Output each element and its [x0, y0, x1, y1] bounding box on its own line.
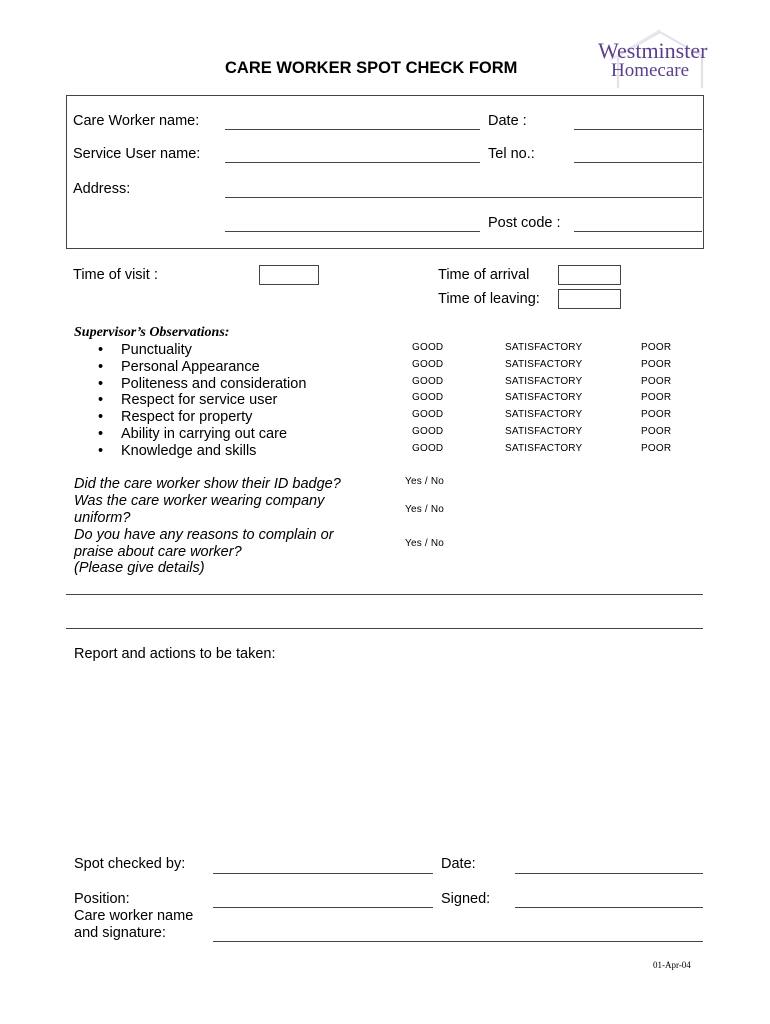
observations-heading: Supervisor’s Observations: [74, 325, 230, 340]
observation-bullet: • [98, 342, 104, 358]
observation-item: Respect for service user [121, 392, 278, 409]
time-of-visit-box[interactable] [259, 265, 319, 285]
page-title: CARE WORKER SPOT CHECK FORM [225, 59, 518, 77]
observation-item: Punctuality [121, 342, 192, 358]
signed-field[interactable] [515, 907, 703, 908]
signed-label: Signed: [441, 891, 491, 907]
rating-good[interactable]: GOOD [412, 358, 444, 370]
observation-item: Knowledge and skills [121, 442, 257, 459]
answer-uniform[interactable]: Yes / No [405, 504, 445, 515]
rating-poor[interactable]: POOR [641, 358, 672, 370]
observation-bullet: • [98, 392, 104, 409]
logo-text-westminster: Westminster [598, 38, 708, 63]
rating-poor[interactable]: POOR [641, 426, 672, 437]
question-complain-praise: Do you have any reasons to complain or praise about care worker? [74, 527, 334, 560]
post-code-label: Post code : [488, 215, 561, 231]
date-label: Date : [488, 113, 527, 129]
time-of-visit-label: Time of visit : [73, 267, 158, 283]
logo-text-homecare: Homecare [611, 60, 690, 81]
observation-item: Politeness and consideration [121, 375, 307, 392]
position-field[interactable] [213, 907, 433, 908]
rating-good[interactable]: GOOD [412, 409, 444, 421]
observation-bullet: • [98, 426, 104, 442]
question-complain-note: (Please give details) [74, 560, 205, 576]
observation-bullet: • [98, 442, 104, 459]
rating-good[interactable]: GOOD [412, 375, 444, 387]
time-of-leaving-label: Time of leaving: [438, 291, 540, 307]
care-worker-sig-field[interactable] [213, 941, 703, 942]
signoff-date-label: Date: [441, 856, 476, 872]
care-worker-name-label: Care Worker name: [73, 113, 200, 129]
question-uniform: Was the care worker wearing company uniform? [74, 493, 325, 526]
rating-satisfactory[interactable]: SATISFACTORY [505, 358, 583, 370]
date-field[interactable] [574, 129, 702, 130]
rating-good[interactable]: GOOD [412, 426, 444, 437]
rating-poor[interactable]: POOR [641, 375, 672, 387]
report-area[interactable] [74, 668, 702, 843]
signoff-date-field[interactable] [515, 873, 703, 874]
address-field-line2[interactable] [225, 231, 480, 232]
address-field-line1[interactable] [225, 197, 702, 198]
rating-good[interactable]: GOOD [412, 442, 444, 454]
rating-poor[interactable]: POOR [641, 342, 672, 353]
report-label: Report and actions to be taken: [74, 646, 276, 662]
service-user-name-field[interactable] [225, 162, 480, 163]
observation-bullet: • [98, 358, 104, 375]
rating-poor[interactable]: POOR [641, 442, 672, 454]
observation-item: Personal Appearance [121, 358, 260, 375]
spot-checked-by-field[interactable] [213, 873, 433, 874]
tel-label: Tel no.: [488, 146, 535, 162]
observation-item: Ability in carrying out care [121, 426, 288, 442]
rating-satisfactory[interactable]: SATISFACTORY [505, 409, 583, 421]
position-label: Position: [74, 891, 130, 907]
observation-item: Respect for property [121, 409, 253, 426]
care-worker-sig-label-line1: Care worker name [74, 908, 194, 924]
rating-satisfactory[interactable]: SATISFACTORY [505, 426, 583, 437]
details-line-1[interactable] [66, 594, 703, 595]
service-user-name-label: Service User name: [73, 146, 201, 162]
rating-satisfactory[interactable]: SATISFACTORY [505, 392, 583, 404]
rating-poor[interactable]: POOR [641, 409, 672, 421]
rating-good[interactable]: GOOD [412, 342, 444, 353]
care-worker-sig-label-line2: and signature: [74, 925, 166, 941]
address-label: Address: [73, 181, 131, 197]
answer-complain-praise[interactable]: Yes / No [405, 538, 445, 549]
care-worker-name-field[interactable] [225, 129, 480, 130]
tel-field[interactable] [574, 162, 702, 163]
details-line-2[interactable] [66, 628, 703, 629]
time-of-arrival-label: Time of arrival [438, 267, 530, 283]
version-date: 01-Apr-04 [653, 960, 691, 970]
observation-bullet: • [98, 375, 104, 392]
rating-satisfactory[interactable]: SATISFACTORY [505, 342, 583, 353]
time-of-arrival-box[interactable] [558, 265, 621, 285]
question-id-badge: Did the care worker show their ID badge? [74, 476, 341, 492]
post-code-field[interactable] [574, 231, 702, 232]
observation-bullet: • [98, 409, 104, 426]
rating-good[interactable]: GOOD [412, 392, 444, 404]
spot-checked-by-label: Spot checked by: [74, 856, 186, 872]
answer-id-badge[interactable]: Yes / No [405, 476, 445, 487]
rating-satisfactory[interactable]: SATISFACTORY [505, 442, 583, 454]
company-logo [590, 28, 740, 96]
time-of-leaving-box[interactable] [558, 289, 621, 309]
rating-satisfactory[interactable]: SATISFACTORY [505, 375, 583, 387]
rating-poor[interactable]: POOR [641, 392, 672, 404]
